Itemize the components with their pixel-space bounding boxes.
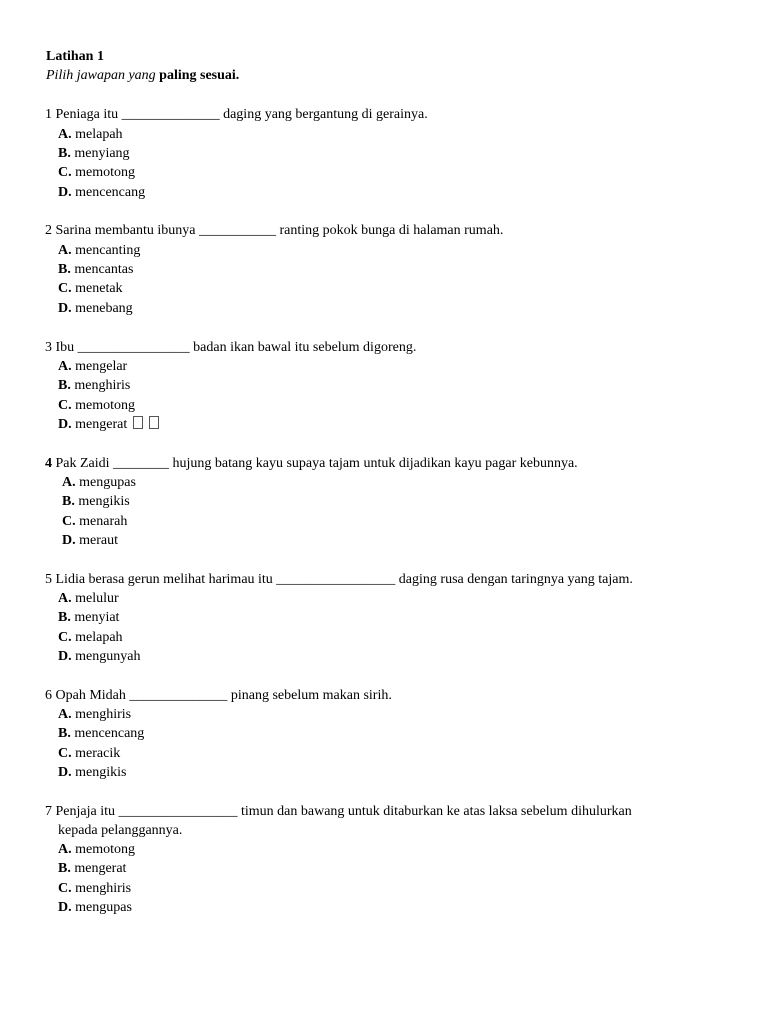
option-text: mencencang bbox=[71, 185, 146, 200]
option-text: mengunyah bbox=[71, 649, 141, 664]
option-letter: D. bbox=[62, 533, 76, 548]
option-letter: B. bbox=[58, 610, 71, 625]
option-b[interactable] bbox=[62, 492, 130, 511]
option-letter: B. bbox=[58, 262, 71, 277]
option-letter: B. bbox=[62, 494, 75, 509]
option-letter: C. bbox=[58, 881, 72, 896]
question-stem-continuation: kepada pelanggannya. bbox=[58, 823, 183, 838]
option-letter: C. bbox=[58, 746, 72, 761]
option-letter: C. bbox=[62, 514, 76, 529]
option-d[interactable] bbox=[62, 531, 118, 550]
option-text: menyiat bbox=[70, 610, 120, 625]
missing-glyph-icon bbox=[133, 416, 143, 429]
option-text: memotong bbox=[71, 842, 136, 857]
question-number: 2 bbox=[45, 223, 52, 238]
option-a[interactable] bbox=[58, 357, 127, 376]
question-number: 3 bbox=[45, 340, 52, 355]
option-c[interactable] bbox=[62, 512, 127, 531]
option-text: menghiris bbox=[70, 378, 131, 393]
option-text: meraut bbox=[75, 533, 118, 548]
question-text: Opah Midah ______________ pinang sebelum makan sirih. bbox=[52, 688, 392, 703]
question-number: 1 bbox=[45, 107, 52, 122]
option-d[interactable] bbox=[58, 898, 132, 917]
option-b[interactable] bbox=[58, 859, 126, 878]
question-text: Ibu ________________ badan ikan bawal itu sebelum digoreng. bbox=[52, 340, 417, 355]
option-text: menarah bbox=[75, 514, 128, 529]
question-number: 4 bbox=[45, 456, 52, 471]
option-d[interactable] bbox=[58, 763, 126, 782]
option-letter: D. bbox=[58, 185, 72, 200]
option-text: memotong bbox=[71, 398, 136, 413]
option-text: menyiang bbox=[70, 146, 130, 161]
option-d[interactable] bbox=[58, 647, 140, 666]
option-letter: D. bbox=[58, 417, 72, 432]
option-text: mengikis bbox=[71, 765, 127, 780]
option-text: menghiris bbox=[71, 881, 132, 896]
option-b[interactable] bbox=[58, 144, 130, 163]
question-text: Peniaga itu ______________ daging yang bergantung di gerainya. bbox=[52, 107, 428, 122]
option-text: mengupas bbox=[71, 900, 132, 915]
option-letter: A. bbox=[58, 707, 72, 722]
question-stem bbox=[45, 105, 428, 124]
option-text: melapah bbox=[71, 630, 123, 645]
question-text: Pak Zaidi ________ hujung batang kayu supaya tajam untuk dijadikan kayu pagar kebunnya. bbox=[52, 456, 578, 471]
missing-glyph-icon bbox=[149, 416, 159, 429]
option-letter: A. bbox=[58, 127, 72, 142]
question-number: 5 bbox=[45, 572, 52, 587]
option-c[interactable] bbox=[58, 163, 135, 182]
option-d[interactable] bbox=[58, 183, 145, 202]
option-text: meracik bbox=[71, 746, 121, 761]
option-c[interactable] bbox=[58, 396, 135, 415]
instruction-italic: Pilih jawapan yang bbox=[46, 68, 160, 83]
option-text: menetak bbox=[71, 281, 123, 296]
option-letter: B. bbox=[58, 726, 71, 741]
question-number: 7 bbox=[45, 804, 52, 819]
option-text: mengelar bbox=[71, 359, 128, 374]
question-stem bbox=[45, 454, 578, 473]
option-a[interactable] bbox=[58, 705, 131, 724]
question-text: Lidia berasa gerun melihat harimau itu _________________ daging rusa dengan taringnya yang tajam. bbox=[52, 572, 633, 587]
question-text: Sarina membantu ibunya ___________ ranting pokok bunga di halaman rumah. bbox=[52, 223, 504, 238]
option-a[interactable] bbox=[58, 241, 140, 260]
option-c[interactable] bbox=[58, 628, 123, 647]
option-text: mencencang bbox=[70, 726, 145, 741]
option-b[interactable] bbox=[58, 724, 144, 743]
option-b[interactable] bbox=[58, 376, 130, 395]
option-letter: A. bbox=[62, 475, 76, 490]
option-d[interactable] bbox=[58, 415, 159, 434]
option-c[interactable] bbox=[58, 744, 120, 763]
option-letter: A. bbox=[58, 591, 72, 606]
option-text: menebang bbox=[71, 301, 133, 316]
option-text: mengupas bbox=[75, 475, 136, 490]
question-stem bbox=[45, 570, 633, 589]
option-letter: A. bbox=[58, 359, 72, 374]
question-number: 6 bbox=[45, 688, 52, 703]
option-letter: B. bbox=[58, 378, 71, 393]
question-stem bbox=[45, 221, 503, 240]
option-text: memotong bbox=[71, 165, 136, 180]
option-letter: A. bbox=[58, 842, 72, 857]
option-letter: C. bbox=[58, 281, 72, 296]
question-stem bbox=[45, 802, 632, 821]
option-letter: B. bbox=[58, 146, 71, 161]
option-b[interactable] bbox=[58, 260, 133, 279]
option-text: mencanting bbox=[71, 243, 141, 258]
option-c[interactable] bbox=[58, 879, 131, 898]
option-letter: C. bbox=[58, 398, 72, 413]
option-letter: C. bbox=[58, 165, 72, 180]
option-text: mengerat bbox=[70, 861, 127, 876]
option-text: mencantas bbox=[70, 262, 134, 277]
option-text: melulur bbox=[71, 591, 119, 606]
option-a[interactable] bbox=[58, 125, 123, 144]
option-a[interactable] bbox=[62, 473, 136, 492]
option-letter: C. bbox=[58, 630, 72, 645]
option-b[interactable] bbox=[58, 608, 119, 627]
option-text: melapah bbox=[71, 127, 123, 142]
question-text: Penjaja itu _________________ timun dan bawang untuk ditaburkan ke atas laksa sebelum dihulurkan bbox=[52, 804, 632, 819]
question-stem bbox=[45, 686, 392, 705]
option-letter: D. bbox=[58, 900, 72, 915]
option-letter: A. bbox=[58, 243, 72, 258]
option-text: menghiris bbox=[71, 707, 132, 722]
worksheet-title: Latihan 1 bbox=[46, 49, 104, 64]
option-letter: D. bbox=[58, 765, 72, 780]
option-letter: D. bbox=[58, 301, 72, 316]
option-d[interactable] bbox=[58, 299, 133, 318]
option-c[interactable] bbox=[58, 279, 123, 298]
option-a[interactable] bbox=[58, 589, 119, 608]
option-text: mengerat bbox=[71, 417, 128, 432]
question-stem bbox=[45, 338, 416, 357]
option-letter: B. bbox=[58, 861, 71, 876]
option-a[interactable] bbox=[58, 840, 135, 859]
option-text: mengikis bbox=[74, 494, 130, 509]
option-letter: D. bbox=[58, 649, 72, 664]
worksheet-instruction bbox=[46, 66, 239, 85]
instruction-bold: paling sesuai. bbox=[159, 68, 240, 83]
